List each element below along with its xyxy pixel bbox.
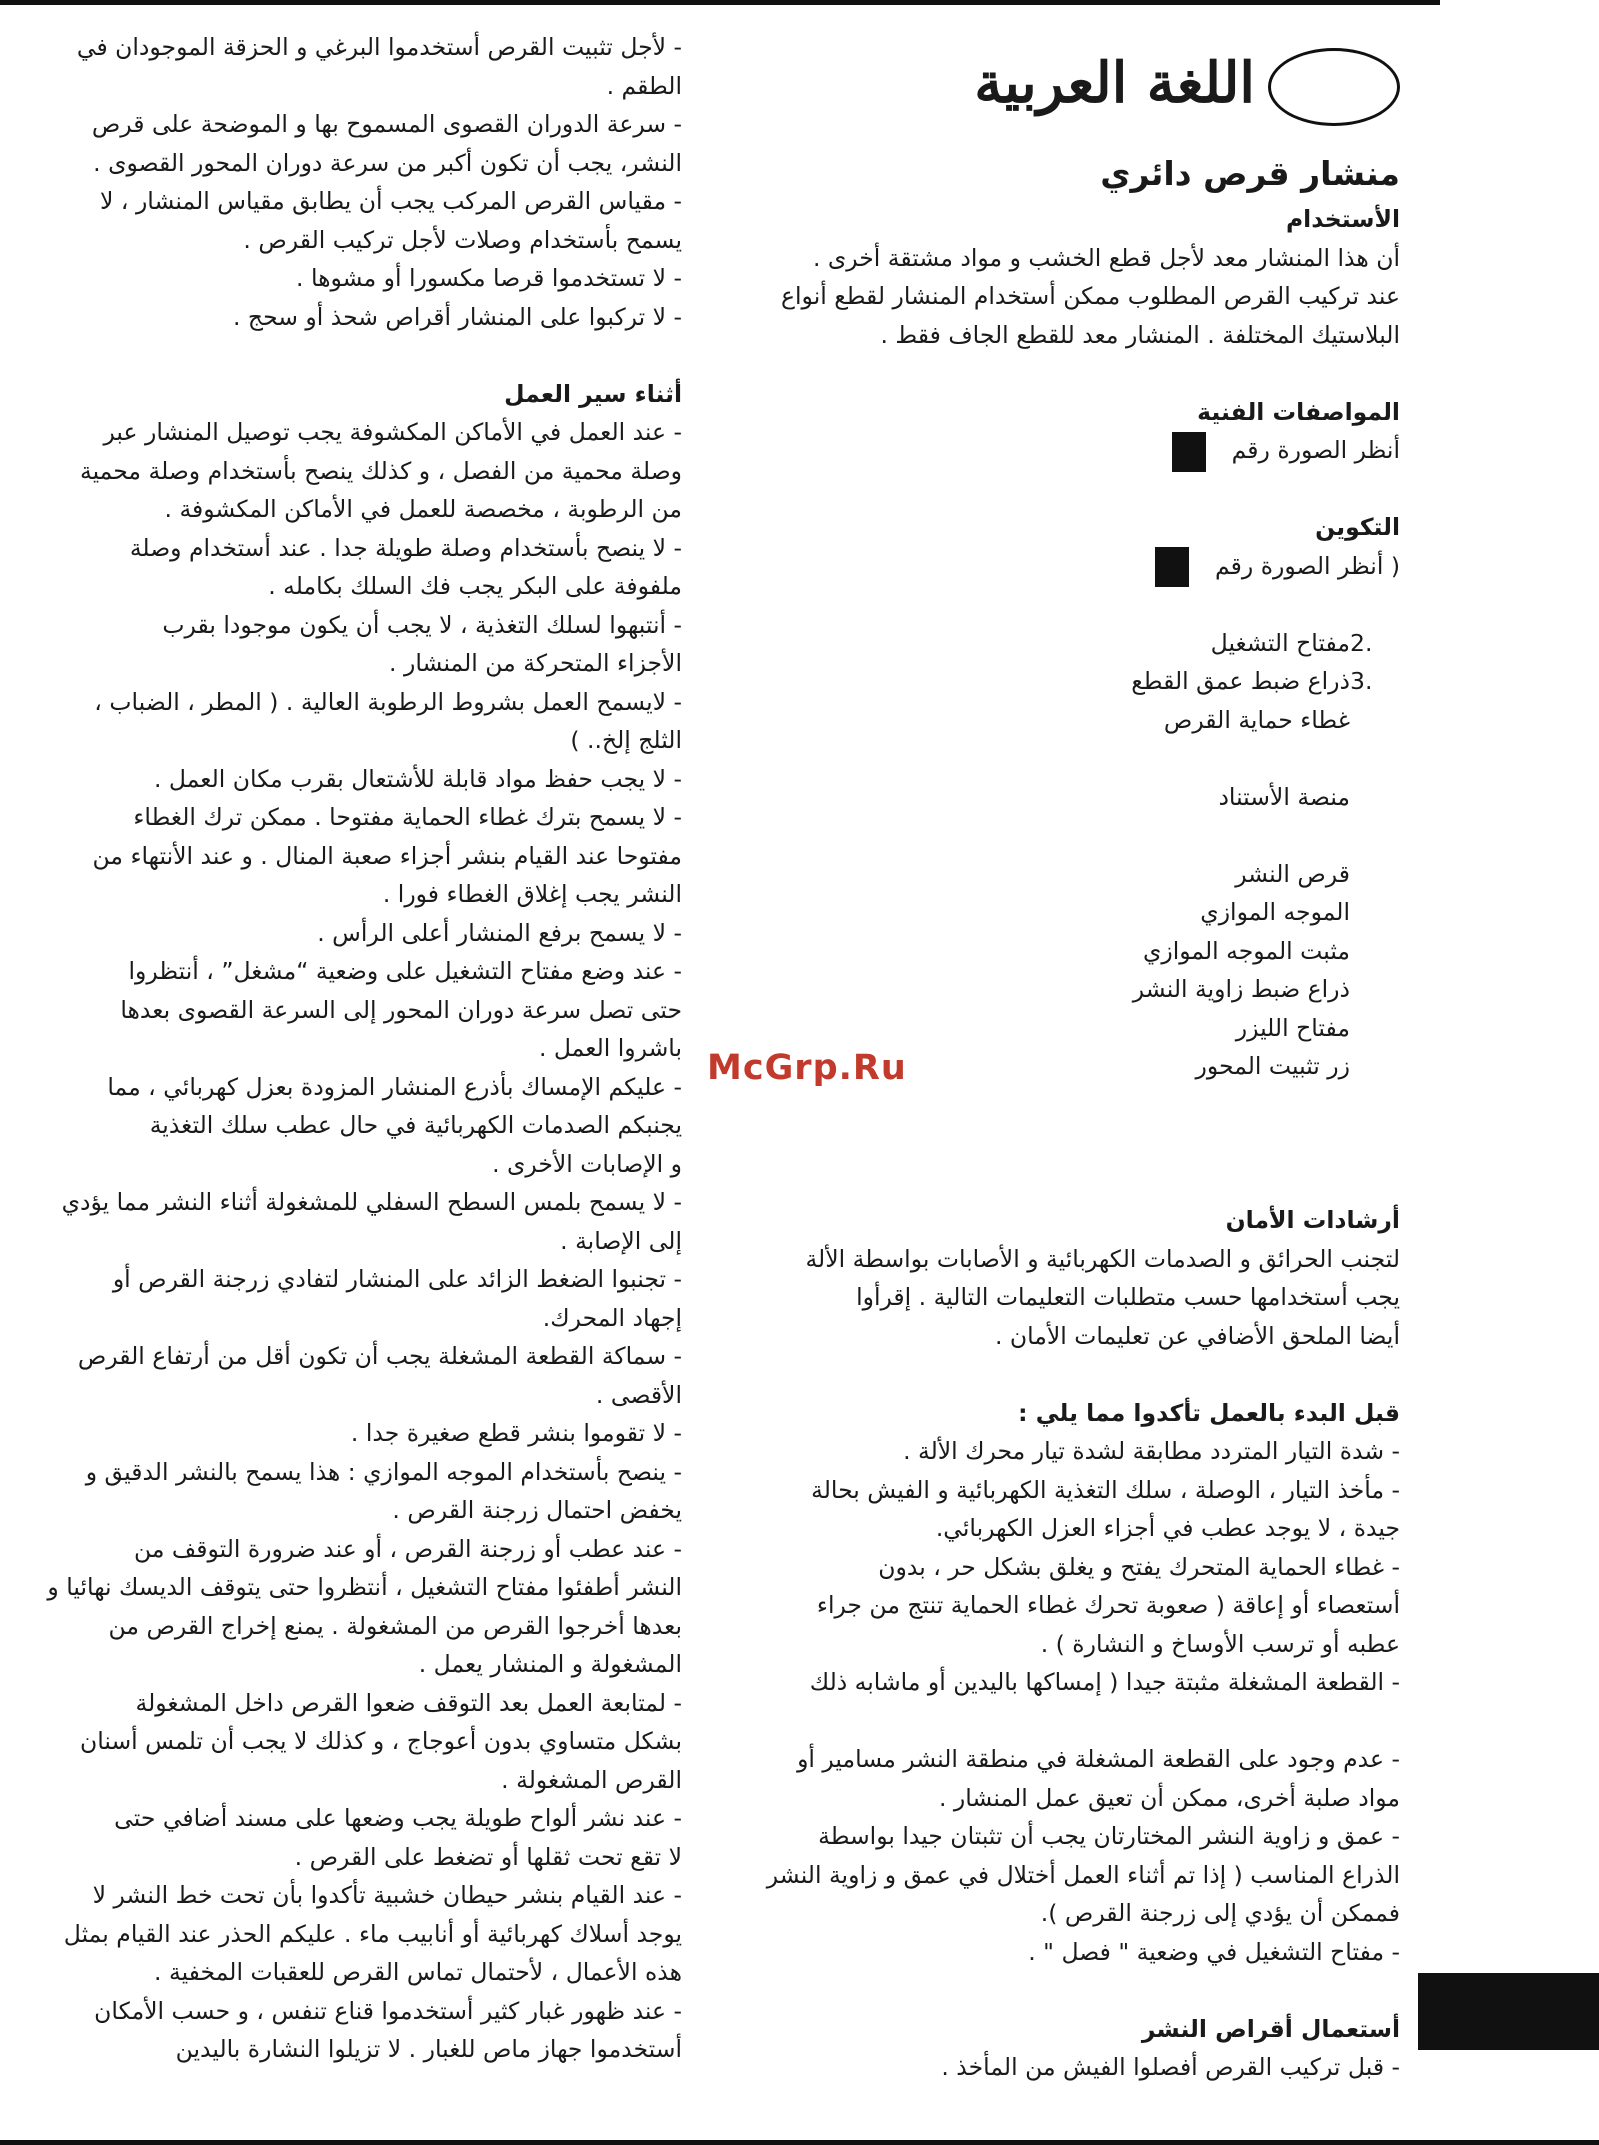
component-item — [740, 816, 1400, 855]
figure-box-icon — [1172, 432, 1206, 472]
component-label: الموجه الموازي — [1200, 898, 1350, 926]
text-line: - عند نشر ألواح طويلة يجب وضعها على مسند أضافي حتى — [114, 1804, 682, 1832]
component-label: مفتاح الليزر — [1235, 1013, 1350, 1042]
text-line: - عند عطب أو زرجنة القرص ، أو عند ضرورة التوقف من — [133, 1534, 682, 1563]
text-line: وصلة محمية من الفصل ، و كذلك ينصح بأستخدام وصلة محمية — [79, 456, 682, 485]
text-line: البلاستيك المختلفة . المنشار معد للقطع الجاف فقط . — [880, 320, 1400, 349]
page-title: اللغة العربية — [974, 50, 1255, 116]
text-line: الثلج إلخ.. ) — [570, 726, 682, 754]
text-line: - سرعة الدوران القصوى المسموح بها و الموضحة على قرص — [91, 110, 682, 138]
disc-mounting-list — [22, 28, 682, 336]
text-line: الذراع المناسب ( إذا تم أثناء العمل أختلال في عمق و زاوية النشر — [766, 1860, 1400, 1889]
text-line: - سماكة القطعة المشغلة يجب أن تكون أقل من أرتفاع القرص — [77, 1342, 682, 1370]
left-column — [22, 28, 682, 2069]
component-label: غطاء حماية القرص — [1163, 705, 1350, 734]
component-label: زر تثبيت المحور — [1195, 1052, 1350, 1080]
text-line: - مأخذ التيار ، الوصلة ، سلك التغذية الكهربائية و الفيش بحالة — [811, 1475, 1400, 1504]
text-line: - عدم وجود على القطعة المشغلة في منطقة النشر مسامير أو — [797, 1745, 1400, 1773]
text-line: - لايسمح العمل بشروط الرطوبة العالية . ( المطر ، الضباب ، — [94, 687, 682, 716]
text-line: الطقم . — [606, 71, 682, 100]
text-line: - القطعة المشغلة مثبتة جيدا ( إمساكها باليدين أو ماشابه ذلك — [809, 1668, 1400, 1696]
text-line: النشر أطفئوا مفتاح التشغيل ، أنتظروا حتى يتوقف الديسك نهائيا و — [47, 1573, 682, 1601]
safety-heading: أرشادات الأمان — [1225, 1206, 1400, 1234]
before-work-heading: قبل البدء بالعمل تأكدوا مما يلي : — [1018, 1398, 1400, 1427]
text-line: - لا تركبوا على المنشار أقراص شحذ أو سحج . — [232, 302, 682, 331]
text-line: النشر، يجب أن تكون أكبر من سرعة دوران المحور القصوى . — [93, 148, 682, 177]
text-line: - عند العمل في الأماكن المكشوفة يجب توصيل المنشار عبر — [103, 418, 682, 446]
text-line: - لمتابعة العمل بعد التوقف ضعوا القرص داخل المشغولة — [135, 1688, 682, 1717]
language-oval-icon — [1268, 48, 1400, 126]
component-item — [740, 662, 1400, 701]
text-line: فممكن أن يؤدي إلى زرجنة القرص ). — [1040, 1899, 1400, 1927]
text-line: أن هذا المنشار معد لأجل قطع الخشب و مواد مشتقة أخرى . — [812, 243, 1400, 272]
text-line: - أنتبهوا لسلك التغذية ، لا يجب أن يكون موجودا بقرب — [162, 610, 682, 639]
text-line: يجب أستخدامها حسب متطلبات التعليمات التالية . إقرأوا — [856, 1283, 1400, 1311]
text-line: - لأجل تثبيت القرص أستخدموا البرغي و الحزقة الموجودان في — [76, 33, 682, 61]
text-line: - عمق و زاوية النشر المختارتان يجب أن تثبتان جيدا بواسطة — [818, 1822, 1400, 1850]
component-item — [740, 778, 1400, 817]
components-figure-text: ( أنظر الصورة رقم — [1215, 551, 1400, 580]
component-item — [740, 855, 1400, 894]
during-work-heading: أثناء سير العمل — [504, 379, 682, 408]
title-block — [740, 28, 1400, 148]
text-line: عند تركيب القرص المطلوب ممكن أستخدام المنشار لقطع أنواع — [781, 282, 1400, 310]
component-label: مفتاح التشغيل — [1210, 628, 1350, 657]
discs-heading: أستعمال أقراص النشر — [1141, 2014, 1400, 2043]
text-line: - مفتاح التشغيل في وضعية " فصل " . — [1028, 1937, 1400, 1966]
bottom-rule — [0, 2140, 1599, 2145]
component-label: قرص النشر — [1235, 859, 1350, 888]
text-line: القرص المشغولة . — [501, 1765, 682, 1794]
top-rule — [0, 0, 1440, 5]
text-line: أيضا الملحق الأضافي عن تعليمات الأمان . — [994, 1321, 1400, 1350]
text-line — [740, 1702, 1400, 1741]
text-line: يوجد أسلاك كهربائية أو أنابيب ماء . عليكم الحذر عند القيام بمثل — [63, 1919, 682, 1948]
text-line: - لا يسمح بترك غطاء الحماية مفتوحا . ممكن ترك الغطاء — [133, 803, 682, 831]
component-item — [740, 624, 1400, 663]
component-item — [740, 893, 1400, 932]
text-line: يسمح بأستخدام وصلات لأجل تركيب القرص . — [243, 225, 682, 254]
text-line: عطبه أو ترسب الأوساخ و النشارة ) . — [1040, 1629, 1400, 1658]
text-line: لا تقع تحت ثقلها أو تضغط على القرص . — [294, 1842, 682, 1871]
figure-box-icon — [1155, 547, 1189, 587]
text-line: - مقياس القرص المركب يجب أن يطابق مقياس المنشار ، لا — [100, 187, 682, 215]
components-figure-ref — [740, 547, 1400, 586]
component-label: ذراع ضبط زاوية النشر — [1132, 975, 1350, 1003]
text-line: - غطاء الحماية المتحرك يفتح و يغلق بشكل حر ، بدون — [878, 1552, 1400, 1581]
before-work-list — [740, 1432, 1400, 1971]
text-line: بشكل متساوي بدون أعوجاج ، و كذلك لا يجب أن تلمس أسنان — [79, 1727, 682, 1755]
text-line: إجهاد المحرك. — [542, 1303, 682, 1332]
text-line: - قبل تركيب القرص أفصلوا الفيش من المأخذ . — [941, 2053, 1400, 2081]
component-number: 2. — [1350, 628, 1373, 657]
specs-figure-ref — [740, 431, 1400, 470]
text-line: حتى تصل سرعة دوران المحور إلى السرعة القصوى بعدها — [120, 995, 682, 1024]
text-line: لتجنب الحرائق و الصدمات الكهربائية و الأصابات بواسطة الألة — [805, 1244, 1400, 1273]
component-label: منصة الأستناد — [1218, 782, 1350, 811]
text-line: هذه الأعمال ، لأحتمال تماس القرص للعقبات المخفية . — [154, 1958, 682, 1986]
text-line: الأجزاء المتحركة من المنشار . — [389, 649, 682, 677]
text-line: - عند وضع مفتاح التشغيل على وضعية “مشغل” ، أنتظروا — [128, 957, 682, 985]
text-line: - لا يسمح برفع المنشار أعلى الرأس . — [317, 918, 682, 947]
text-line: أستعصاء أو إعاقة ( صعوبة تحرك غطاء الحماية تنتج من جراء — [816, 1591, 1400, 1619]
text-line: - لا تقوموا بنشر قطع صغيرة جدا . — [350, 1419, 682, 1447]
text-line: - لا يجب حفظ مواد قابلة للأشتعال بقرب مكان العمل . — [153, 764, 682, 793]
text-line: أستخدموا جهاز ماص للغبار . لا تزيلوا النشارة باليدين — [175, 2035, 682, 2063]
component-item — [740, 701, 1400, 740]
component-label: ذراع ضبط عمق القطع — [1131, 667, 1350, 695]
text-line: - عند القيام بنشر حيطان خشبية تأكدوا بأن تحت خط النشر لا — [92, 1881, 682, 1909]
component-item — [740, 970, 1400, 1009]
discs-list — [740, 2048, 1400, 2087]
text-line: - لا ينصح بأستخدام وصلة طويلة جدا . عند أستخدام وصلة — [129, 533, 682, 562]
component-item — [740, 1009, 1400, 1048]
text-line: يخفض احتمال زرجنة القرص . — [392, 1496, 682, 1524]
text-line: - شدة التيار المتردد مطابقة لشدة تيار محرك الألة . — [903, 1437, 1400, 1465]
text-line: و الإصابات الأخرى . — [492, 1149, 682, 1178]
text-line: - ينصح بأستخدام الموجه الموازي : هذا يسمح بالنشر الدقيق و — [85, 1457, 682, 1486]
text-line: - لا تستخدموا قرصا مكسورا أو مشوها . — [296, 264, 682, 292]
components-list — [740, 624, 1400, 1086]
text-line: النشر يجب إغلاق الغطاء فورا . — [382, 880, 682, 908]
text-line: مواد صلبة أخرى، ممكن أن تعيق عمل المنشار . — [938, 1783, 1400, 1812]
text-line: جيدة ، لا يوجد عطب في أجزاء العزل الكهربائي. — [935, 1514, 1400, 1542]
text-line: المشغولة و المنشار يعمل . — [418, 1650, 682, 1678]
page-subtitle: منشار قرص دائري — [1100, 154, 1400, 193]
page-tab-marker — [1418, 1973, 1599, 2050]
usage-heading: الأستخدام — [1285, 205, 1400, 233]
component-label: مثبت الموجه الموازي — [1142, 936, 1350, 965]
specs-heading: المواصفات الفنية — [1197, 397, 1400, 426]
specs-figure-text: أنظر الصورة رقم — [1231, 436, 1400, 464]
text-line: ملفوفة على البكر يجب فك السلك بكامله . — [268, 572, 682, 600]
text-line: مفتوحا عند القيام بنشر أجزاء صعبة المنال . و عند الأنتهاء من — [92, 841, 682, 870]
text-line: بعدها أخرجوا القرص من المشغولة . يمنع إخراج القرص من — [108, 1611, 682, 1640]
watermark: McGrp.Ru — [707, 1048, 907, 1088]
text-line: الأقصى . — [595, 1380, 682, 1409]
text-line: إلى الإصابة . — [560, 1226, 682, 1255]
text-line: - تجنبوا الضغط الزائد على المنشار لتفادي زرجنة القرص أو — [112, 1265, 682, 1293]
text-line: من الرطوبة ، مخصصة للعمل في الأماكن المكشوفة . — [164, 495, 682, 523]
component-item — [740, 739, 1400, 778]
text-line: - عليكم الإمساك بأذرع المنشار المزودة بعزل كهربائي ، مما — [107, 1072, 682, 1101]
safety-paragraph — [740, 1240, 1400, 1356]
component-number: 3. — [1350, 667, 1373, 695]
text-line: - لا يسمح بلمس السطح السفلي للمشغولة أثناء النشر مما يؤدي — [61, 1188, 682, 1216]
text-line: - عند ظهور غبار كثير أستخدموا قناع تنفس ، و حسب الأمكان — [94, 1996, 682, 2025]
text-line: يجنبكم الصدمات الكهربائية في حال عطب سلك التغذية — [149, 1111, 682, 1139]
components-heading: التكوين — [1315, 513, 1400, 541]
text-line: باشروا العمل . — [538, 1034, 682, 1062]
component-item — [740, 932, 1400, 971]
during-work-list — [22, 413, 682, 2069]
usage-paragraph — [740, 239, 1400, 355]
